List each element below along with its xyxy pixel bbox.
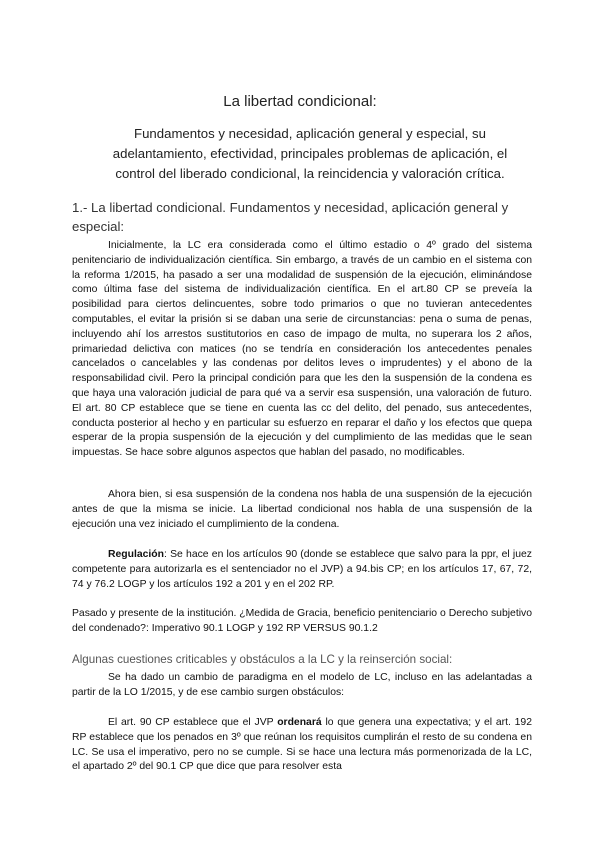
paragraph-intro: Inicialmente, la LC era considerada como el último estadio o 4º grado del sistema penitenciario de individualización científica. Sin embargo, a través de un cambio en el sistema con la reforma 1/2015, ha pasado a ser una modalidad de suspensión de la ejecución, eliminándose como última fase del sistema de individualización científica. En el art.80 CP se preveía la posibilidad para ciertos delincuentes, sobre todo primarios o que no tuvieran antecedentes computables, el evitar la prisión si se daban una serie de circunstancias: pena o suma de penas, incluyendo ahí los arrestos sustitutorios en caso de impago de multa, no superara los 2 años, primariedad delictiva con matices (no se tendría en consideración los antecedentes penales cancelados o cancelables y las condenas por delitos leves o imprudentes) y el abono de la responsabilidad civil. Pero la principal condición para que les den la suspensión de la condena es que haya una valoración judicial de para qué va a servir esa suspensión, una valoración de futuro. El art. 80 CP establece que se tiene en cuenta las cc del delito, del penado, sus antecedentes, conducta posterior al hecho y en particular su esfuerzo en reparar el daño y los efectos que quepa esperar de la propia suspensión de la ejecución y del cumplimiento de las medidas que le sean impuestas. Se hace sobre algunos aspectos que hablan del pasado, no modificables.: [72, 240, 532, 459]
paragraph-regulacion: [72, 548, 532, 592]
paragraph-cambio-paradigma: Se ha dado un cambio de paradigma en el modelo de LC, incluso en las adelantadas a partir de la LO 1/2015, y de ese cambio surgen obstáculos:: [72, 672, 532, 698]
art-90-text-b: lo que genera una expectativa; y el art. 192 RP establece que los penados en 3º que reúnan los requisitos cumplirán el resto de su condena en LC. Se usa el imperativo, pero no se cumple. Si se hace una lectura más pormenorizada de la LC, el apartado 2º del 90.1 CP que dice que para resolver esta: [72, 717, 532, 773]
paragraph-suspension: Ahora bien, si esa suspensión de la condena nos habla de una suspensión de la ejecución antes de que la misma se inicie. La libertad condicional nos habla de una suspensión de la ejecución una vez iniciado el cumplimiento de la condena.: [72, 489, 532, 530]
regulacion-label: Regulación: [108, 549, 165, 560]
ordenara-emphasis: ordenará: [277, 717, 322, 728]
document-title: La libertad condicional:: [223, 93, 377, 110]
art-90-text-a: El art. 90 CP establece que el JVP: [108, 717, 278, 728]
paragraph-art-90: [72, 716, 532, 775]
regulacion-text: : Se hace en los artículos 90 (donde se establece que salvo para la ppr, el juez competente para autorizarla es el sentenciador no el JVP) a 94.bis CP; en los artículos 17, 67, 72, 74 y 76.2 LOGP y los artículos 192 a 201 y en el 202 RP.: [72, 549, 532, 590]
section-2-heading: Algunas cuestiones criticables y obstáculos a la LC y la reinserción social:: [72, 653, 453, 666]
paragraph-pasado-presente: Pasado y presente de la institución. ¿Medida de Gracia, beneficio penitenciario o Derecho subjetivo del condenado?: Imperativo 90.1 LOGP y 192 RP VERSUS 90.1.2: [72, 608, 532, 634]
document-subtitle: Fundamentos y necesidad, aplicación general y especial, su adelantamiento, efectividad, principales problemas de aplicación, el control del liberado condicional, la reincidencia y valoración crítica.: [112, 126, 508, 181]
section-1-heading: 1.- La libertad condicional. Fundamentos y necesidad, aplicación general y especial:: [72, 200, 509, 234]
